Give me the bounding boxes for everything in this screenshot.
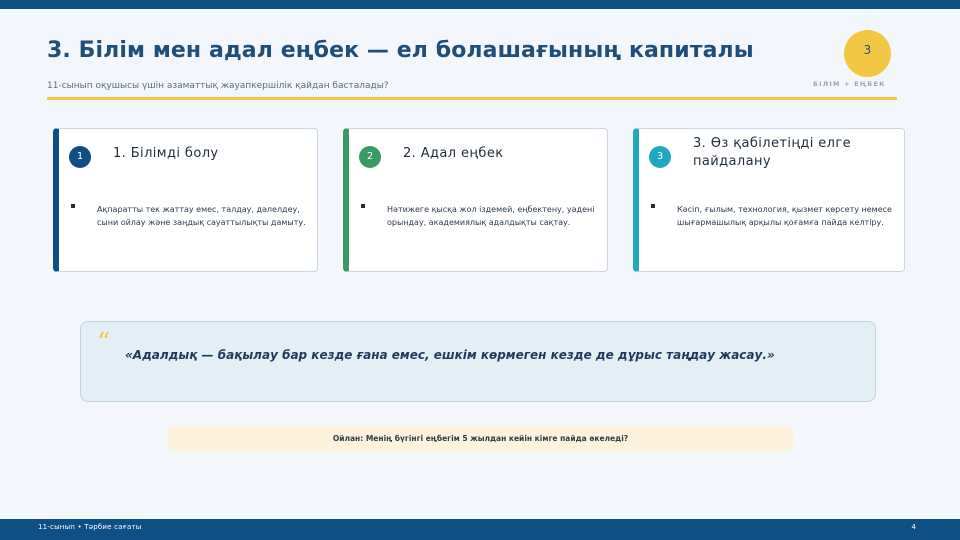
topic-tag: БІЛІМ + ЕҢБЕК xyxy=(813,80,886,88)
card-number-badge: 3 xyxy=(649,146,671,168)
card-title: 1. Білімді болу xyxy=(113,146,219,161)
card-text: Ақпаратты тек жаттау емес, талдау, дәлелдеу, сыни ойлау және заңдық сауаттылықты дамыту. xyxy=(97,205,306,227)
slide-title: 3. Білім мен адал еңбек — ел болашағының капиталы xyxy=(47,38,754,63)
bullet-marker xyxy=(361,204,365,208)
top-bar xyxy=(0,0,960,9)
reflection-note: Ойлан: Менің бүгінгі еңбегім 5 жылдан кейін кімге пайда әкеледі? xyxy=(167,426,794,452)
quote-box xyxy=(80,321,876,402)
section-number-badge: 3 xyxy=(844,30,891,77)
footer-bar xyxy=(0,519,960,540)
quote-mark-icon: “ xyxy=(97,328,111,358)
card-honest-work xyxy=(343,128,608,272)
page-number: 4 xyxy=(911,523,916,531)
footer-label: 11-сынып • Тәрбие сағаты xyxy=(38,523,142,531)
card-knowledge xyxy=(53,128,318,272)
bullet-marker xyxy=(651,204,655,208)
card-use-talent xyxy=(633,128,905,272)
bullet-marker xyxy=(71,204,75,208)
card-title: 2. Адал еңбек xyxy=(403,146,504,161)
card-number-badge: 2 xyxy=(359,146,381,168)
card-text: Кәсіп, ғылым, технология, қызмет көрсету немесе шығармашылық арқылы қоғамға пайда келтіру. xyxy=(677,205,892,227)
card-title: 3. Өз қабілетіңді елге пайдалану xyxy=(693,136,852,169)
slide-subtitle: 11-сынып оқушысы үшін азаматтық жауапкершілік қайдан басталады? xyxy=(47,81,389,91)
header-divider xyxy=(47,97,897,100)
card-number-badge: 1 xyxy=(69,146,91,168)
quote-text: «Адалдық — бақылау бар кезде ғана емес, ешкім көрмеген кезде де дұрыс таңдау жасау.» xyxy=(125,348,775,362)
card-text: Нәтижеге қысқа жол іздемей, еңбектену, уәдені орындау, академиялық адалдықты сақтау. xyxy=(387,205,595,227)
